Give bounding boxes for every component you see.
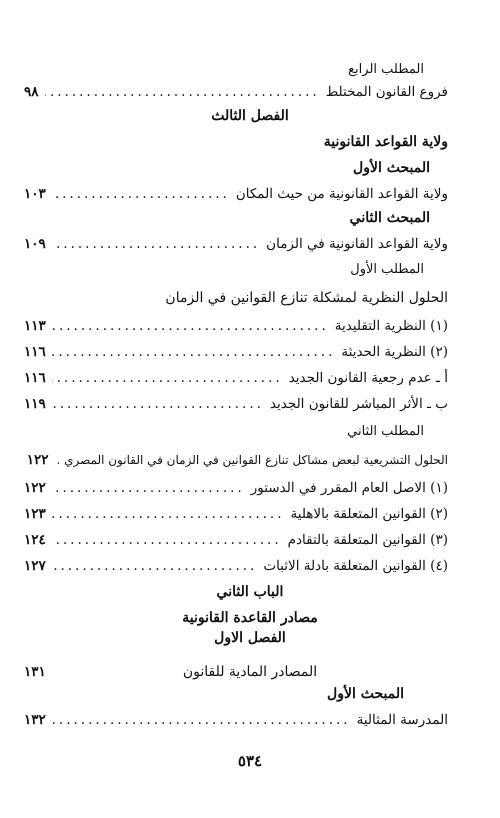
toc-entry	[24, 558, 448, 574]
toc-entry	[24, 344, 448, 360]
chapter-heading: الفصل الاول	[214, 630, 286, 646]
toc-entry	[24, 396, 448, 412]
toc-entry-title: (١) الاصل العام المقرر في الدستور	[250, 480, 448, 496]
toc-entry-page: ١٢٧	[24, 558, 46, 574]
toc-entry-page: ٩٨	[24, 84, 39, 100]
toc-entry-title: (٢) القوانين المتعلقة بالاهلية	[290, 506, 448, 522]
toc-entry-page: ١١٣	[24, 318, 46, 334]
dot-leader	[52, 370, 283, 386]
toc-entry-page: ١٢٤	[24, 532, 46, 548]
toc-entry-page: ١٠٣	[24, 186, 46, 202]
toc-entry-title: الحلول التشريعية لبعض مشاكل تنازع القوانين في الزمان في القانون المصري .	[56, 453, 448, 467]
toc-entry-title: ب ـ الأثر المباشر للقانون الجديد	[269, 396, 448, 412]
dot-leader	[52, 532, 282, 548]
section-heading: المبحث الثاني	[349, 210, 430, 226]
dot-leader	[52, 186, 230, 202]
toc-entry-title: ولاية القواعد القانونية من حيث المكان	[235, 186, 448, 202]
part-heading: الباب الثاني	[216, 584, 284, 600]
section-heading: المبحث الأول	[327, 686, 404, 702]
toc-entry-title: ولاية القواعد القانونية في الزمان	[266, 236, 448, 252]
section-title: ولاية القواعد القانونية	[323, 134, 448, 150]
dot-leader	[52, 344, 336, 360]
toc-entry-page: ١١٩	[24, 396, 46, 412]
toc-entry-page: ١٢٣	[24, 506, 46, 522]
toc-entry	[24, 318, 448, 334]
dot-leader	[52, 480, 245, 496]
toc-entry	[24, 452, 448, 468]
toc-entry-title: المدرسة المثالية	[356, 712, 448, 728]
dot-leader	[52, 712, 351, 728]
subsection-heading: المطلب الأول	[350, 262, 424, 277]
dot-leader	[52, 506, 285, 522]
toc-entry	[24, 186, 448, 202]
toc-entry-title: أ ـ عدم رجعية القانون الجديد	[288, 370, 448, 386]
toc-entry	[24, 532, 448, 548]
toc-entry-title: (١) النظرية التقليدية	[334, 318, 448, 334]
toc-entry-title: المصادر المادية للقانون	[182, 664, 318, 680]
topic-title: الحلول النظرية لمشكلة تنازع القوانين في الزمان	[165, 290, 448, 306]
dot-leader	[52, 558, 258, 574]
toc-entry-page: ١٢٢	[24, 480, 46, 496]
toc-entry-page: ١٢٢	[26, 452, 49, 468]
toc-entry	[24, 84, 448, 100]
toc-entry-page: ١١٦	[24, 344, 46, 360]
dot-leader	[52, 236, 260, 252]
page-number: ٥٣٤	[237, 752, 263, 770]
toc-entry-title: (٣) القوانين المتعلقة بالتقادم	[287, 532, 448, 548]
toc-entry	[24, 236, 448, 252]
subsection-heading: المطلب الثاني	[347, 424, 424, 439]
toc-entry-title: (٢) النظرية الحديثة	[341, 344, 448, 360]
section-heading: المبحث الأول	[353, 160, 430, 176]
toc-entry	[24, 480, 448, 496]
dot-leader	[52, 318, 329, 334]
toc-entry-page: ١١٦	[24, 370, 46, 386]
chapter-heading: الفصل الثالث	[211, 108, 289, 124]
toc-entry-title: فروع القانون المختلط	[325, 84, 448, 100]
part-title: مصادر القاعدة القانونية	[182, 610, 318, 626]
toc-entry-page: ١٠٩	[24, 236, 46, 252]
dot-leader	[52, 396, 264, 412]
toc-entry	[24, 712, 448, 728]
dot-leader	[45, 84, 320, 100]
toc-entry-title: (٤) القوانين المتعلقة بادلة الاثبات	[263, 558, 448, 574]
toc-entry	[24, 506, 448, 522]
toc-entry	[24, 370, 448, 386]
subsection-heading: المطلب الرابع	[348, 62, 424, 77]
toc-entry-page: ١٣١	[24, 664, 46, 680]
toc-entry-page: ١٣٢	[24, 712, 46, 728]
